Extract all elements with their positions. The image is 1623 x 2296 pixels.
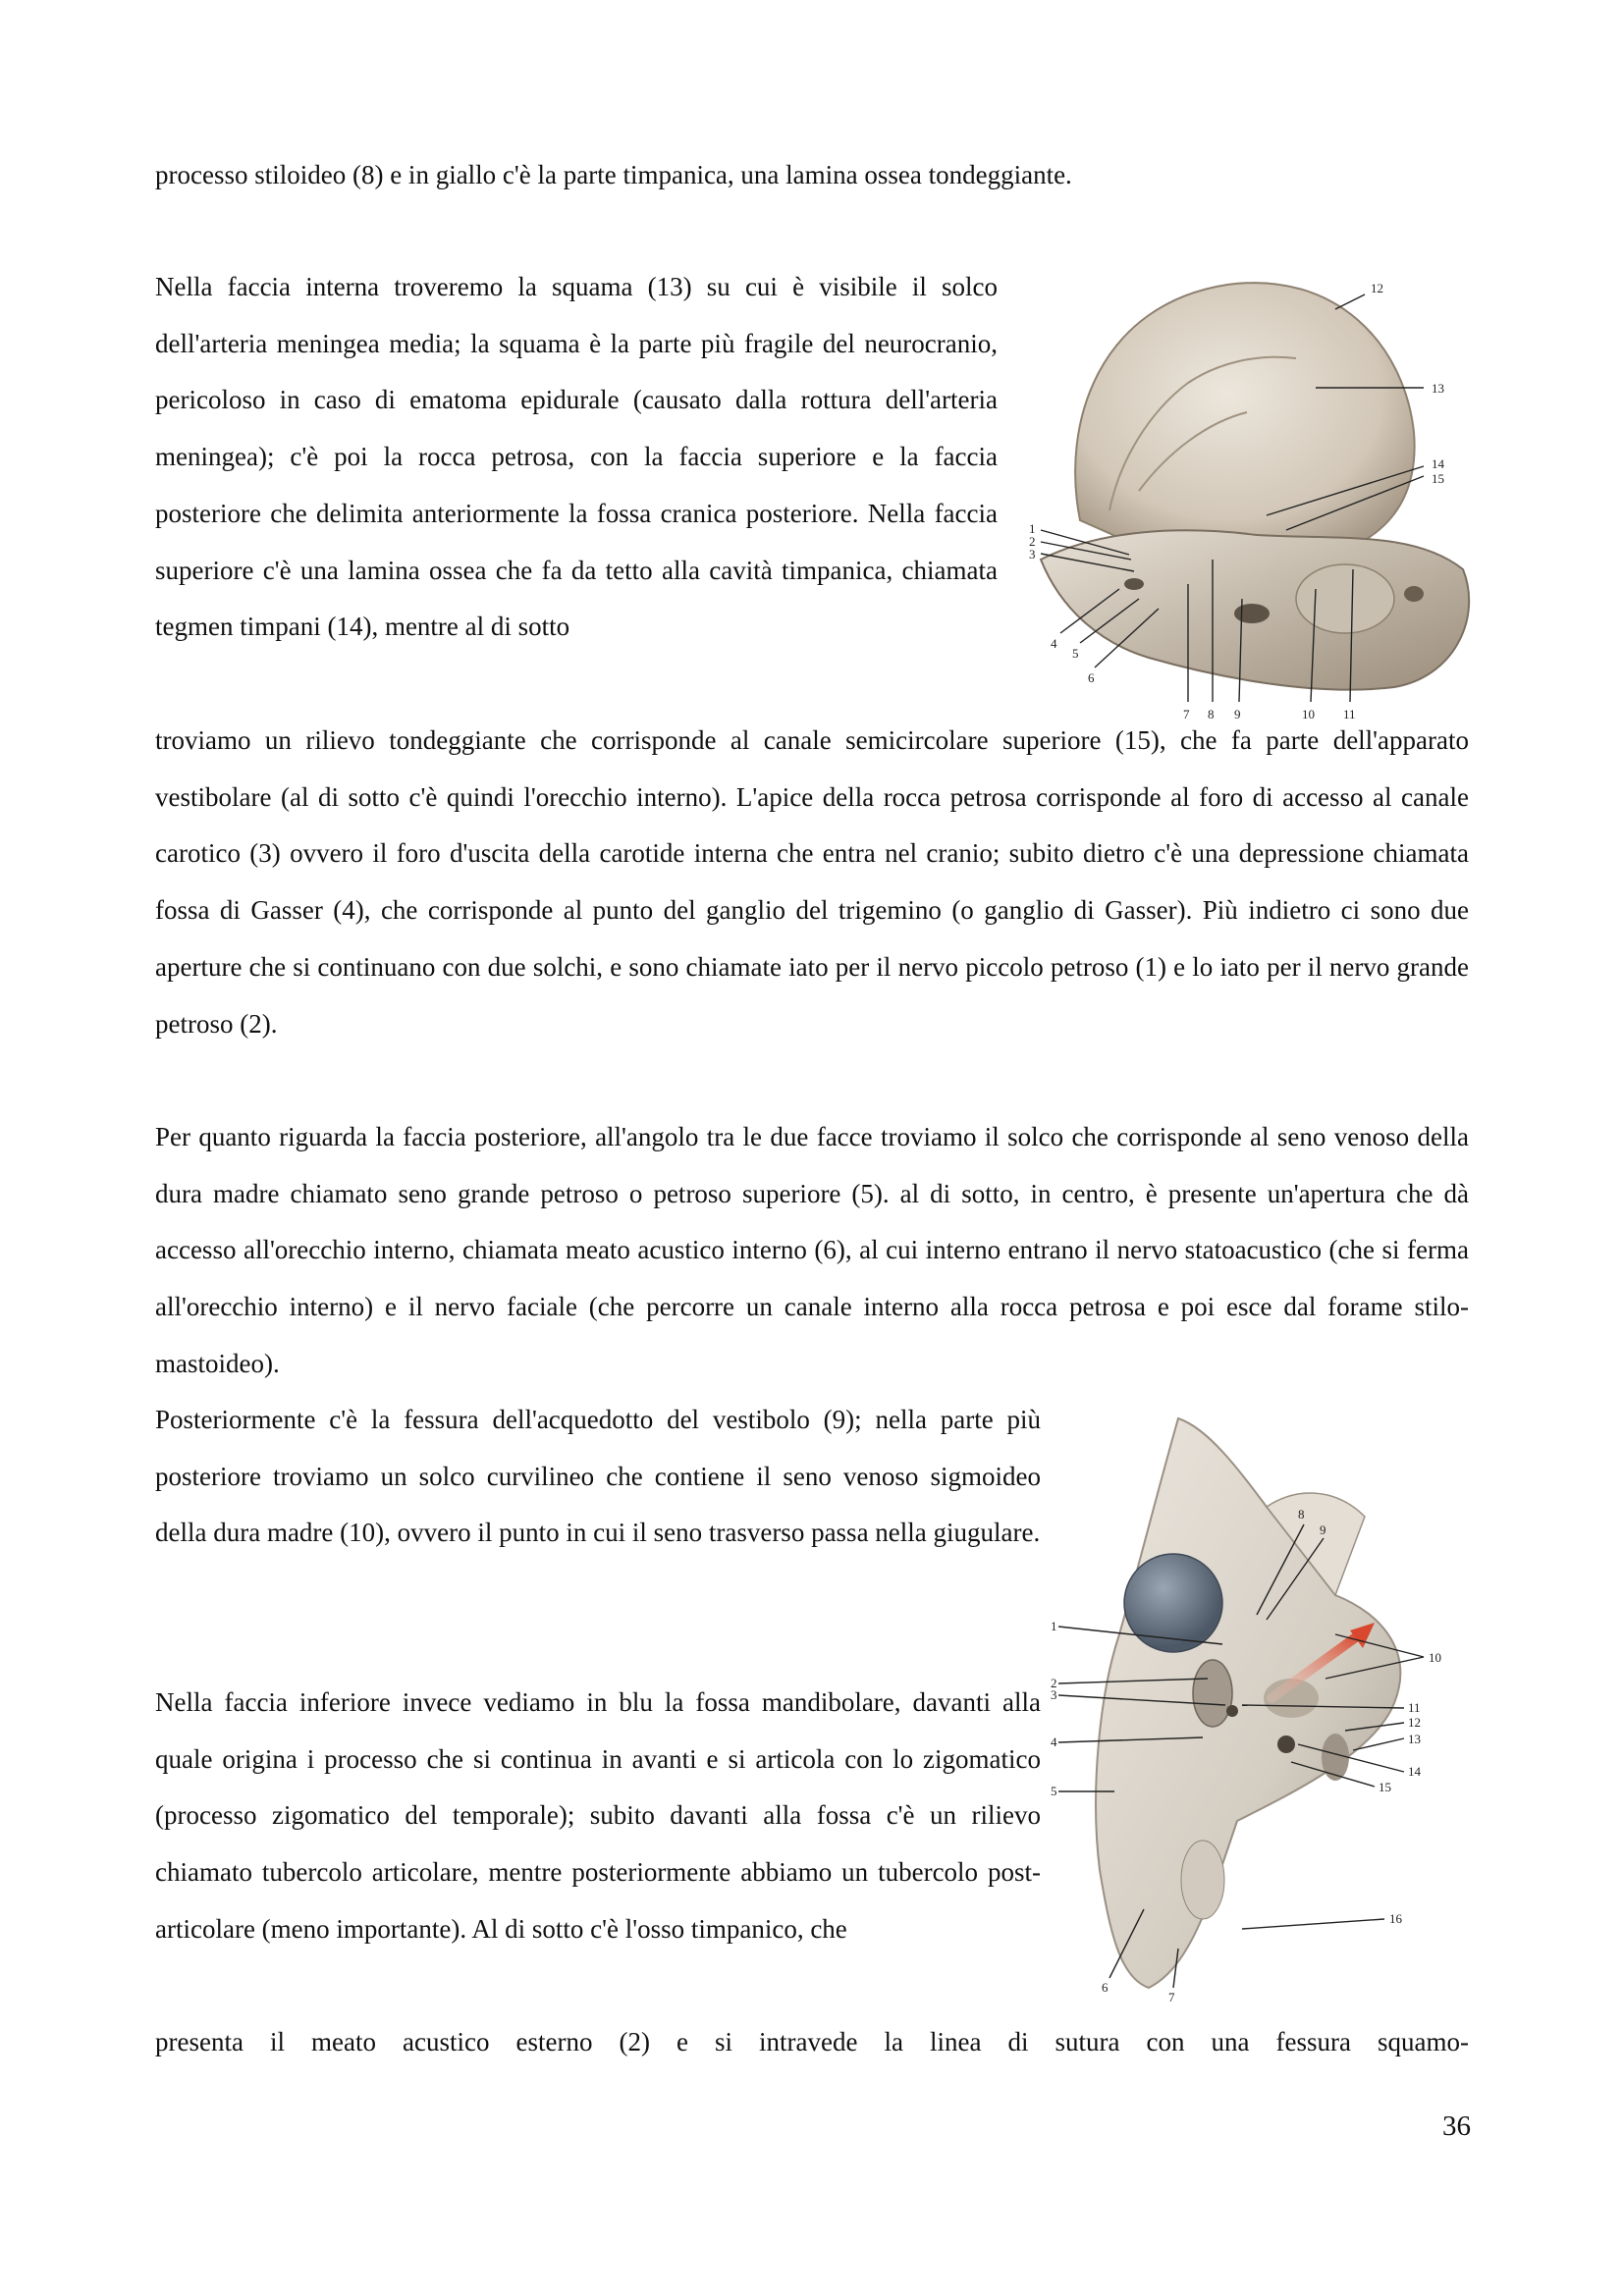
fig2-label-15: 15 — [1379, 1780, 1391, 1794]
figure-inferior-face — [1041, 1399, 1492, 2027]
temporal-bone-inferior-illustration — [1041, 1399, 1492, 2027]
temporal-bone-internal-illustration — [1021, 265, 1492, 726]
paragraph-3: troviamo un rilievo tondeggiante che corrisponde al canale semicircolare superiore (15), che fa parte dell'apparato vestibolare (al di sotto c'è quindi l'orecchio interno). L'apice della rocca petrosa corrisponde al foro di accesso al canale carotico (3) ovvero il foro d'uscita della carotide interna che entra nel cranio; subito dietro c'è una depressione chiamata fossa di Gasser (4), che corrisponde al punto del ganglio del trigemino (o ganglio di Gasser). Più indietro ci sono due aperture che si continuano con due solchi, e sono chiamate iato per il nervo piccolo petroso (1) e lo iato per il nervo grande petroso (2). — [155, 725, 1469, 1039]
fig2-label-3: 3 — [1051, 1687, 1057, 1702]
fig2-label-16: 16 — [1389, 1911, 1402, 1926]
fig1-label-3: 3 — [1029, 547, 1036, 561]
fig2-label-14: 14 — [1408, 1764, 1421, 1779]
fig2-label-13: 13 — [1408, 1732, 1421, 1746]
fig2-label-7: 7 — [1168, 1990, 1175, 2004]
fig2-label-5: 5 — [1051, 1784, 1057, 1798]
figure-internal-face — [1021, 265, 1492, 726]
paragraph-7: presenta il meato acustico esterno (2) e si intravede la linea di sutura con una fessura squamo- — [155, 2027, 1469, 2056]
paragraph-6: Nella faccia inferiore invece vediamo in blu la fossa mandibolare, davanti alla quale origina i processo che si continua in avanti e si articola con lo zigomatico (processo zigomatico del temporale); subito davanti alla fossa c'è un rilievo chiamato tubercolo articolare, mentre posteriormente abbiamo un tubercolo post-articolare (meno importante). Al di sotto c'è l'osso timpanico, che — [155, 1687, 1041, 1944]
fig1-label-15: 15 — [1432, 471, 1444, 486]
fig1-label-13: 13 — [1432, 381, 1444, 396]
fig1-label-5: 5 — [1072, 646, 1079, 661]
fig1-label-12: 12 — [1371, 281, 1383, 295]
paragraph-4: Per quanto riguarda la faccia posteriore, all'angolo tra le due facce troviamo il solco che corrisponde al seno venoso della dura madre chiamato seno grande petroso o petroso superiore (5). al di sotto, in centro, è presente un'apertura che dà accesso all'orecchio interno, chiamata meato acustico interno (6), al cui interno entrano il nervo statoacustico (che si ferma all'orecchio interno) e il nervo faciale (che percorre un canale interno alla rocca petrosa e poi esce dal forame stilo-mastoideo). — [155, 1122, 1469, 1378]
fig2-label-9: 9 — [1320, 1522, 1326, 1537]
paragraph-5: Posteriormente c'è la fessura dell'acquedotto del vestibolo (9); nella parte più posteriore troviamo un solco curvilineo che contiene il seno venoso sigmoideo della dura madre (10), ovvero il punto in cui il seno trasverso passa nella giugulare. — [155, 1405, 1041, 1548]
fig2-label-6: 6 — [1102, 1980, 1109, 1995]
fig2-label-8: 8 — [1298, 1507, 1305, 1522]
fig1-label-1: 1 — [1029, 521, 1036, 536]
paragraph-2: Nella faccia interna troveremo la squama (13) su cui è visibile il solco dell'arteria meningea media; la squama è la parte più fragile del neurocranio, pericoloso in caso di ematoma epidurale (causato dalla rottura dell'arteria meningea); c'è poi la rocca petrosa, con la faccia superiore e la faccia posteriore che delimita anteriormente la fossa cranica posteriore. Nella faccia superiore c'è una lamina ossea che fa da tetto alla cavità timpanica, chiamata tegmen timpani (14), mentre al di sotto — [155, 272, 998, 642]
fig1-label-10: 10 — [1302, 707, 1315, 721]
fig1-label-7: 7 — [1183, 707, 1190, 721]
fig2-label-10: 10 — [1429, 1650, 1441, 1665]
fig1-label-8: 8 — [1208, 707, 1215, 721]
fig1-label-2: 2 — [1029, 534, 1036, 549]
page-number: 36 — [1442, 2110, 1471, 2142]
fig1-label-11: 11 — [1343, 707, 1356, 721]
fig2-label-12: 12 — [1408, 1715, 1421, 1730]
fig1-label-4: 4 — [1051, 636, 1057, 651]
fig1-label-9: 9 — [1234, 707, 1241, 721]
paragraph-1: processo stiloideo (8) e in giallo c'è la parte timpanica, una lamina ossea tondeggiante. — [155, 160, 1072, 189]
fig2-label-11: 11 — [1408, 1700, 1421, 1715]
fig1-label-6: 6 — [1088, 670, 1095, 685]
fig2-label-4: 4 — [1051, 1735, 1057, 1749]
fig2-label-1: 1 — [1051, 1619, 1057, 1633]
fig1-label-14: 14 — [1432, 456, 1444, 471]
fig2-label-2: 2 — [1051, 1676, 1057, 1690]
